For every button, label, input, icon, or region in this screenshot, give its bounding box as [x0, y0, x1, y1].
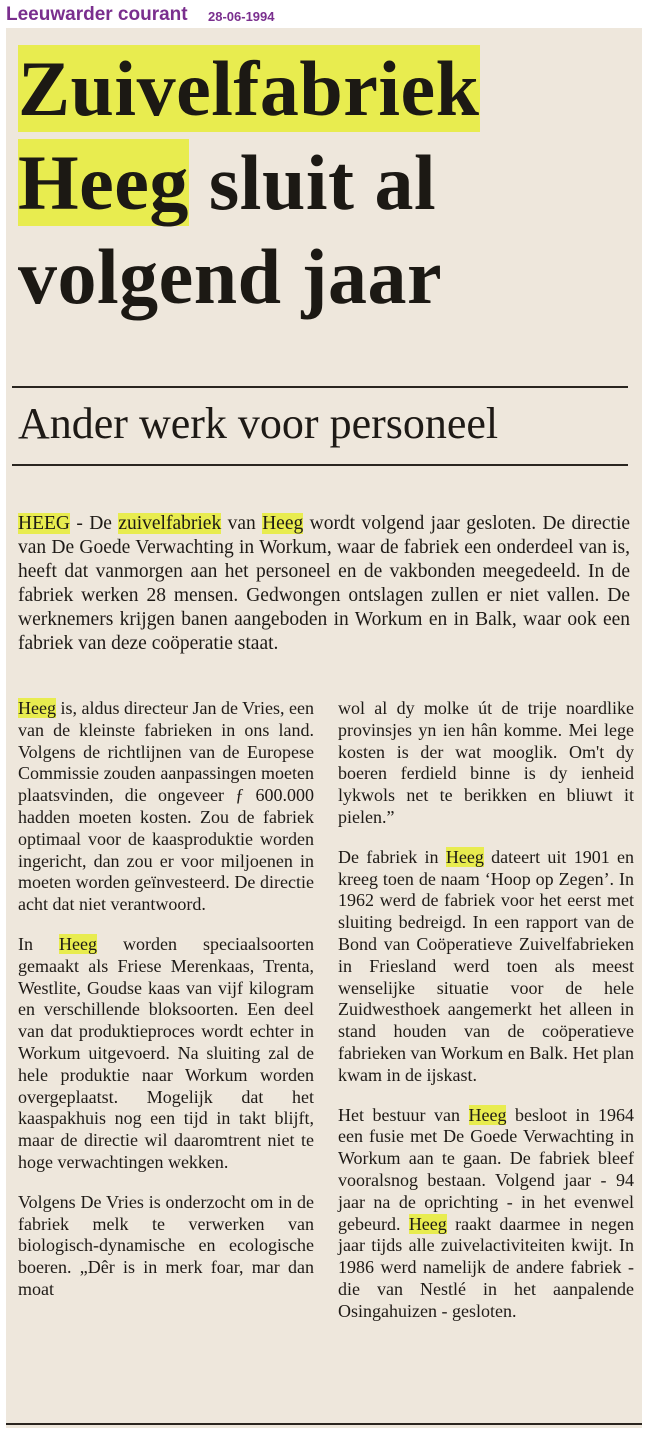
highlighted-term: Heeg	[18, 698, 56, 718]
article-column-right	[338, 698, 634, 1341]
headline-line-3: volgend jaar	[18, 233, 443, 320]
highlighted-term: Zuivelfabriek	[18, 45, 480, 132]
newspaper-clipping	[6, 28, 642, 1428]
publication-date: 28-06-1994	[208, 9, 275, 24]
lead-text: - De	[70, 513, 119, 534]
highlighted-term: Heeg	[262, 513, 304, 534]
paragraph-text: worden speciaalsoorten gemaakt als Friese Merenkaas, Trenta, Westlite, Goudse kaas van vijf kilogram en verschillende bloksoorten. Een deel van dat produktieproces wordt echter in Workum uitgevoerd. Na sluiting zal de hele produktie naar Workum worden overgeplaatst. Mogelijk dat het kaaspakhuis nog een tijd in takt blijft, maar de directie wil daaromtrent niet te hoge verwachtingen wekken.	[18, 933, 315, 1172]
paragraph	[338, 1105, 634, 1323]
paragraph-text: In	[18, 933, 60, 954]
headline-line-2	[18, 136, 638, 230]
divider-end	[6, 1423, 642, 1425]
lead-text: wordt volgend jaar gesloten. De directie van De Goede Verwachting in Workum, waar de fabriek een onderdeel van is, heeft dat vanmorgen aan het personeel en de vakbonden meegedeeld. In de fabriek werken 28 mensen. Gedwongen ontslagen zullen er niet vallen. De werknemers krijgen banen aangeboden in Workum en in Balk, waar ook een fabriek van deze coöperatie staat.	[18, 513, 631, 654]
paragraph: wol al dy molke út de trije noardlike provinsjes yn ien hân komme. Mei lege kosten is der wat mooglik. Om't dy boeren ferdield binne is dy ienheid lykwols net te berikken en bliuwt it pielen.”	[338, 698, 634, 827]
highlighted-term: Heeg	[468, 1104, 507, 1125]
paragraph-text: Het bestuur van	[338, 1104, 469, 1125]
headline-line-1	[18, 42, 638, 136]
highlighted-term: Heeg	[445, 846, 484, 867]
divider-bottom	[12, 464, 628, 466]
paragraph-text: besloot in 1964 een fusie met De Goede Verwachting in Workum aan te gaan. De fabriek bleef vooralsnog bestaan. Volgend jaar - 94 jaar na de oprichting - in het evenwel gebeurd.	[338, 1104, 635, 1234]
source-bar	[0, 0, 648, 30]
paragraph-text: is, aldus directeur Jan de Vries, een van de kleinste fabrieken in ons land. Volgens de richtlijnen van de Europese Commissie zouden aanpassingen moeten plaatsvinden, die ongeveer ƒ 600.000 hadden moeten kosten. Zou de fabriek optimaal voor de kaasproduktie worden ingericht, dan zou er voor miljoenen in moeten worden geïnvesteerd. De directie acht dat niet verantwoord.	[18, 698, 314, 915]
newspaper-name: Leeuwarder courant	[6, 4, 188, 25]
highlighted-term: Heeg	[59, 933, 98, 954]
divider-top	[12, 386, 628, 388]
lead-text: van	[221, 513, 263, 534]
article-column-left	[18, 698, 314, 1319]
paragraph	[338, 847, 634, 1087]
paragraph-text: raakt daarmee in negen jaar tijds alle zuivelactiviteiten kwijt. In 1986 werd namelijk de andere fabriek - die van Nestlé in het aanpalende Osingahuizen - gesloten.	[338, 1213, 635, 1321]
lead-paragraph	[18, 512, 630, 656]
highlighted-term: HEEG	[18, 513, 70, 534]
highlighted-term: Heeg	[18, 139, 189, 226]
paragraph-text: De fabriek in	[338, 846, 446, 867]
headline-text: sluit al	[188, 139, 437, 226]
paragraph: Volgens De Vries is onderzocht om in de fabriek melk te verwerken van biologisch-dynamische en ecologische boeren. „Dêr is in merk foar, mar dan moat	[18, 1191, 314, 1299]
highlighted-term: zuivelfabriek	[118, 513, 222, 534]
subheadline: Ander werk voor personeel	[18, 399, 499, 448]
paragraph	[18, 698, 314, 916]
highlighted-term: Heeg	[408, 1213, 447, 1234]
paragraph-text: dateert uit 1901 en kreeg toen de naam ‘Hoop op Zegen’. In 1962 werd de fabriek voor het eerst met sluiting bedreigd. In een rapport van de Bond van Coöperatieve Zuivelfabrieken in Friesland werd toen als meest wenselijke situatie voor de hele Zuidwesthoek aangemerkt het alleen in stand houden van de coöperatieve fabrieken van Workum en Balk. Het plan kwam in de ijskast.	[338, 846, 634, 1085]
paragraph	[18, 934, 314, 1174]
headline	[18, 42, 638, 324]
